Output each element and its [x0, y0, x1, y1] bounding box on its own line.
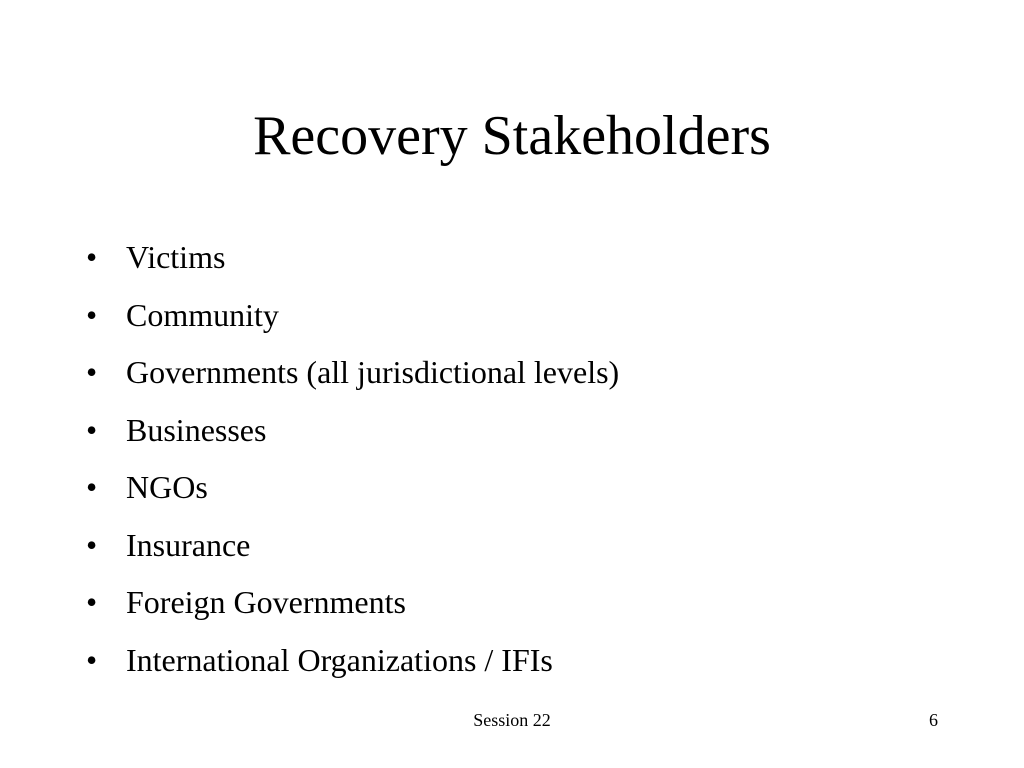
bullet-item [86, 632, 619, 690]
bullet-icon: • [86, 354, 98, 390]
bullet-item [86, 229, 619, 287]
slide-title: Recovery Stakeholders [253, 105, 771, 167]
bullet-item [86, 574, 619, 632]
bullet-icon: • [86, 584, 98, 620]
bullet-icon: • [86, 526, 98, 563]
bullet-icon: • [86, 296, 98, 333]
bullet-text: International Organizations / IFIs [126, 641, 553, 678]
bullet-icon: • [86, 641, 98, 678]
bullet-text: Insurance [126, 526, 251, 563]
bullet-text: Businesses [126, 411, 267, 448]
bullet-text: Victims [126, 239, 226, 275]
bullet-item [86, 344, 619, 402]
bullet-icon: • [86, 411, 98, 448]
bullet-icon: • [86, 239, 98, 275]
bullet-text: Foreign Governments [126, 584, 406, 620]
bullet-text: Governments (all jurisdictional levels) [126, 354, 620, 390]
bullet-item [86, 517, 619, 575]
bullet-item [86, 402, 619, 460]
bullet-icon: • [86, 469, 98, 505]
bullet-text: Community [126, 296, 279, 333]
bullet-item [86, 287, 619, 345]
bullet-list [86, 229, 619, 689]
footer-session-label: Session 22 [473, 710, 551, 730]
footer-page-number: 6 [929, 710, 938, 730]
bullet-text: NGOs [126, 469, 208, 505]
bullet-item [86, 459, 619, 517]
